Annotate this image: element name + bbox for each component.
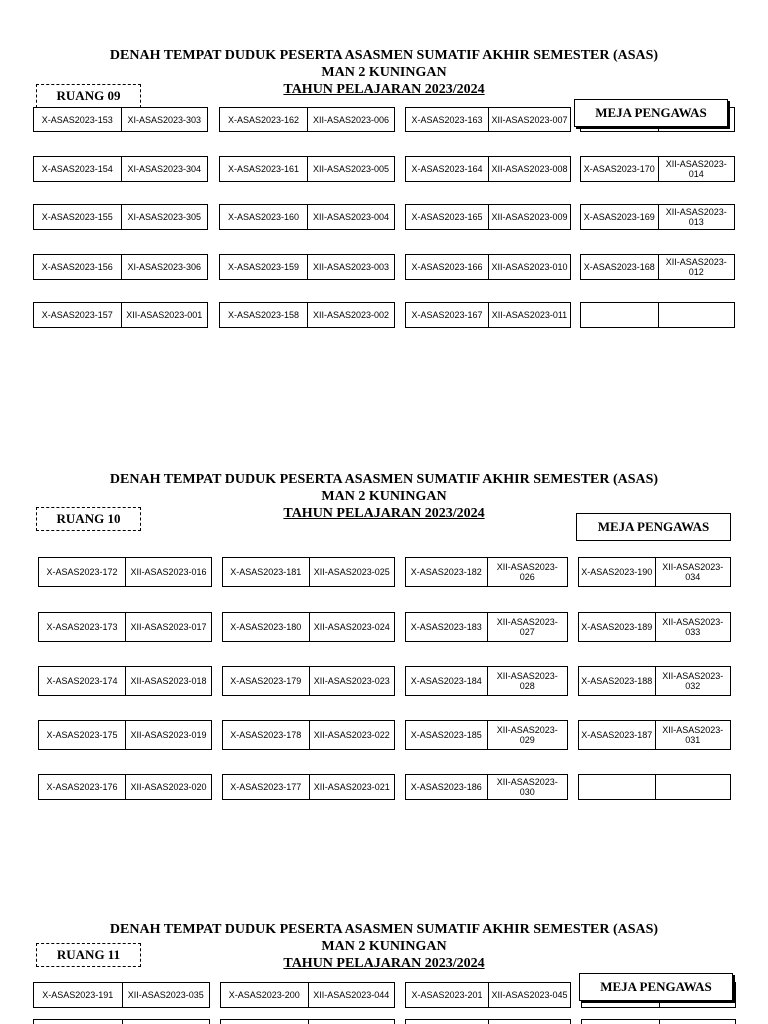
seat-left: X-ASAS2023-161	[227, 164, 300, 174]
desk	[33, 1019, 210, 1024]
plan-title: DENAH TEMPAT DUDUK PESERTA ASASMEN SUMATIF AKHIR SEMESTER (ASAS)	[109, 922, 659, 937]
seat-left: X-ASAS2023-201	[411, 990, 483, 1000]
desk	[578, 612, 731, 642]
desk	[578, 720, 731, 750]
seat-right	[488, 1020, 570, 1024]
seat-left: X-ASAS2023-172	[46, 567, 118, 577]
desk	[33, 204, 208, 230]
desk	[222, 720, 395, 750]
supervisor-desk: MEJA PENGAWAS	[579, 973, 733, 1001]
desk	[405, 1019, 571, 1024]
desk	[33, 254, 208, 280]
school-name: MAN 2 KUNINGAN	[321, 65, 447, 80]
desk	[220, 982, 395, 1008]
seat-right: XII-ASAS2023-035	[122, 983, 210, 1007]
seat-left	[34, 1020, 122, 1024]
seat-right: XII-ASAS2023-029	[487, 721, 568, 749]
seat-left: X-ASAS2023-165	[411, 212, 483, 222]
desk	[38, 666, 212, 696]
seat-right	[308, 1020, 395, 1024]
desk	[222, 666, 395, 696]
seat-left	[221, 1020, 308, 1024]
seat-left: X-ASAS2023-183	[410, 622, 482, 632]
seat-left: X-ASAS2023-162	[227, 114, 300, 125]
desk	[33, 107, 208, 132]
seat-right: XII-ASAS2023-013	[658, 205, 735, 229]
seat-right: XII-ASAS2023-017	[125, 613, 211, 641]
desk	[222, 774, 395, 800]
seat-left	[582, 1020, 659, 1024]
desk	[578, 774, 731, 800]
seat-right: XII-ASAS2023-014	[658, 157, 735, 181]
seat-left	[579, 775, 655, 799]
seat-right: XII-ASAS2023-022	[309, 721, 395, 749]
desk	[33, 156, 208, 182]
desk	[580, 156, 735, 182]
plan-title: DENAH TEMPAT DUDUK PESERTA ASASMEN SUMATIF AKHIR SEMESTER (ASAS)	[109, 48, 659, 63]
seat-left: X-ASAS2023-169	[583, 212, 655, 222]
seat-left: X-ASAS2023-163	[411, 114, 483, 125]
seat-right	[122, 1020, 210, 1024]
seat-right: XII-ASAS2023-005	[307, 157, 394, 181]
seat-left: X-ASAS2023-157	[41, 310, 113, 320]
seat-left: X-ASAS2023-174	[46, 676, 118, 686]
seat-right: XII-ASAS2023-030	[487, 775, 568, 799]
seat-left: X-ASAS2023-188	[581, 676, 653, 686]
desk	[219, 254, 395, 280]
seat-right: XII-ASAS2023-006	[307, 108, 394, 131]
desk	[580, 302, 735, 328]
seat-left	[406, 1020, 488, 1024]
desk	[220, 1019, 395, 1024]
seat-left: X-ASAS2023-190	[581, 567, 653, 577]
seat-right: XII-ASAS2023-026	[487, 558, 568, 586]
desk	[405, 254, 571, 280]
seat-left: X-ASAS2023-166	[411, 262, 483, 272]
seat-left: X-ASAS2023-178	[230, 730, 302, 740]
seat-left: X-ASAS2023-153	[41, 114, 113, 125]
seat-left: X-ASAS2023-182	[410, 567, 482, 577]
seat-right: XII-ASAS2023-011	[488, 303, 570, 327]
seat-right: XII-ASAS2023-025	[309, 558, 395, 586]
seat-right: XI-ASAS2023-305	[121, 205, 208, 229]
academic-year: TAHUN PELAJARAN 2023/2024	[283, 956, 485, 971]
desk	[578, 557, 731, 587]
academic-year: TAHUN PELAJARAN 2023/2024	[283, 506, 485, 521]
seat-left: X-ASAS2023-186	[410, 782, 482, 792]
seat-left: X-ASAS2023-168	[583, 262, 655, 272]
seat-right: XII-ASAS2023-016	[125, 558, 211, 586]
seat-right: XII-ASAS2023-001	[121, 303, 208, 327]
seat-right: XI-ASAS2023-303	[121, 108, 208, 131]
seat-right: XII-ASAS2023-003	[307, 255, 394, 279]
seat-left: X-ASAS2023-170	[583, 164, 655, 174]
seat-right: XII-ASAS2023-008	[488, 157, 570, 181]
desk	[38, 612, 212, 642]
seat-right: XII-ASAS2023-018	[125, 667, 211, 695]
desk	[38, 557, 212, 587]
seat-left: X-ASAS2023-180	[230, 622, 302, 632]
desk	[222, 612, 395, 642]
desk	[405, 107, 571, 132]
seat-left: X-ASAS2023-160	[227, 212, 300, 222]
seat-left: X-ASAS2023-179	[230, 676, 302, 686]
seat-right: XII-ASAS2023-024	[309, 613, 395, 641]
seat-left: X-ASAS2023-173	[46, 622, 118, 632]
seat-left: X-ASAS2023-187	[581, 730, 653, 740]
supervisor-desk: MEJA PENGAWAS	[576, 513, 731, 541]
desk	[33, 982, 210, 1008]
seat-right: XII-ASAS2023-021	[309, 775, 395, 799]
desk	[219, 156, 395, 182]
supervisor-desk: MEJA PENGAWAS	[574, 99, 728, 127]
desk	[405, 302, 571, 328]
desk	[405, 982, 571, 1008]
desk	[405, 557, 568, 587]
room-label: RUANG 11	[36, 943, 141, 967]
seat-left: X-ASAS2023-159	[227, 262, 300, 272]
desk	[405, 666, 568, 696]
seat-right: XII-ASAS2023-012	[658, 255, 735, 279]
seat-right: XII-ASAS2023-023	[309, 667, 395, 695]
seat-right: XII-ASAS2023-045	[488, 983, 570, 1007]
seat-right	[655, 775, 731, 799]
seat-right: XII-ASAS2023-034	[655, 558, 731, 586]
seat-left: X-ASAS2023-158	[227, 310, 300, 320]
seat-left: X-ASAS2023-189	[581, 622, 653, 632]
seat-right: XII-ASAS2023-044	[308, 983, 395, 1007]
seat-left: X-ASAS2023-200	[228, 990, 300, 1000]
seat-right	[659, 1020, 736, 1024]
seat-right: XII-ASAS2023-002	[307, 303, 394, 327]
seat-right: XII-ASAS2023-028	[487, 667, 568, 695]
seat-right: XI-ASAS2023-306	[121, 255, 208, 279]
seat-right: XII-ASAS2023-020	[125, 775, 211, 799]
seat-right: XII-ASAS2023-032	[655, 667, 731, 695]
seat-right: XII-ASAS2023-010	[488, 255, 570, 279]
desk	[405, 156, 571, 182]
desk	[581, 1019, 736, 1024]
seat-right: XII-ASAS2023-019	[125, 721, 211, 749]
desk	[405, 774, 568, 800]
seat-left: X-ASAS2023-167	[411, 310, 483, 320]
desk	[578, 666, 731, 696]
seat-right: XII-ASAS2023-009	[488, 205, 570, 229]
desk	[219, 107, 395, 132]
seat-left: X-ASAS2023-185	[410, 730, 482, 740]
seat-right: XII-ASAS2023-033	[655, 613, 731, 641]
seat-left: X-ASAS2023-184	[410, 676, 482, 686]
desk	[222, 557, 395, 587]
desk	[38, 720, 212, 750]
seat-right: XII-ASAS2023-007	[488, 108, 570, 131]
seat-left: X-ASAS2023-191	[42, 990, 114, 1000]
school-name: MAN 2 KUNINGAN	[321, 939, 447, 954]
school-name: MAN 2 KUNINGAN	[321, 489, 447, 504]
room-label: RUANG 09	[36, 84, 141, 108]
seat-right: XII-ASAS2023-031	[655, 721, 731, 749]
seat-left: X-ASAS2023-156	[41, 262, 113, 272]
seat-left: X-ASAS2023-155	[41, 212, 113, 222]
seat-left	[581, 303, 658, 327]
seat-left: X-ASAS2023-177	[230, 782, 302, 792]
room-label: RUANG 10	[36, 507, 141, 531]
seat-left: X-ASAS2023-175	[46, 730, 118, 740]
seat-left: X-ASAS2023-164	[411, 164, 483, 174]
seat-right: XII-ASAS2023-027	[487, 613, 568, 641]
seat-left: X-ASAS2023-181	[230, 567, 302, 577]
desk	[580, 204, 735, 230]
seat-right: XI-ASAS2023-304	[121, 157, 208, 181]
desk	[219, 302, 395, 328]
seat-left: X-ASAS2023-154	[41, 164, 113, 174]
seat-left: X-ASAS2023-176	[46, 782, 118, 792]
plan-title: DENAH TEMPAT DUDUK PESERTA ASASMEN SUMATIF AKHIR SEMESTER (ASAS)	[109, 472, 659, 487]
academic-year: TAHUN PELAJARAN 2023/2024	[283, 82, 485, 97]
desk	[405, 612, 568, 642]
desk	[405, 720, 568, 750]
desk	[219, 204, 395, 230]
desk	[33, 302, 208, 328]
seat-right: XII-ASAS2023-004	[307, 205, 394, 229]
desk	[580, 254, 735, 280]
desk	[405, 204, 571, 230]
desk	[38, 774, 212, 800]
seat-right	[658, 303, 735, 327]
